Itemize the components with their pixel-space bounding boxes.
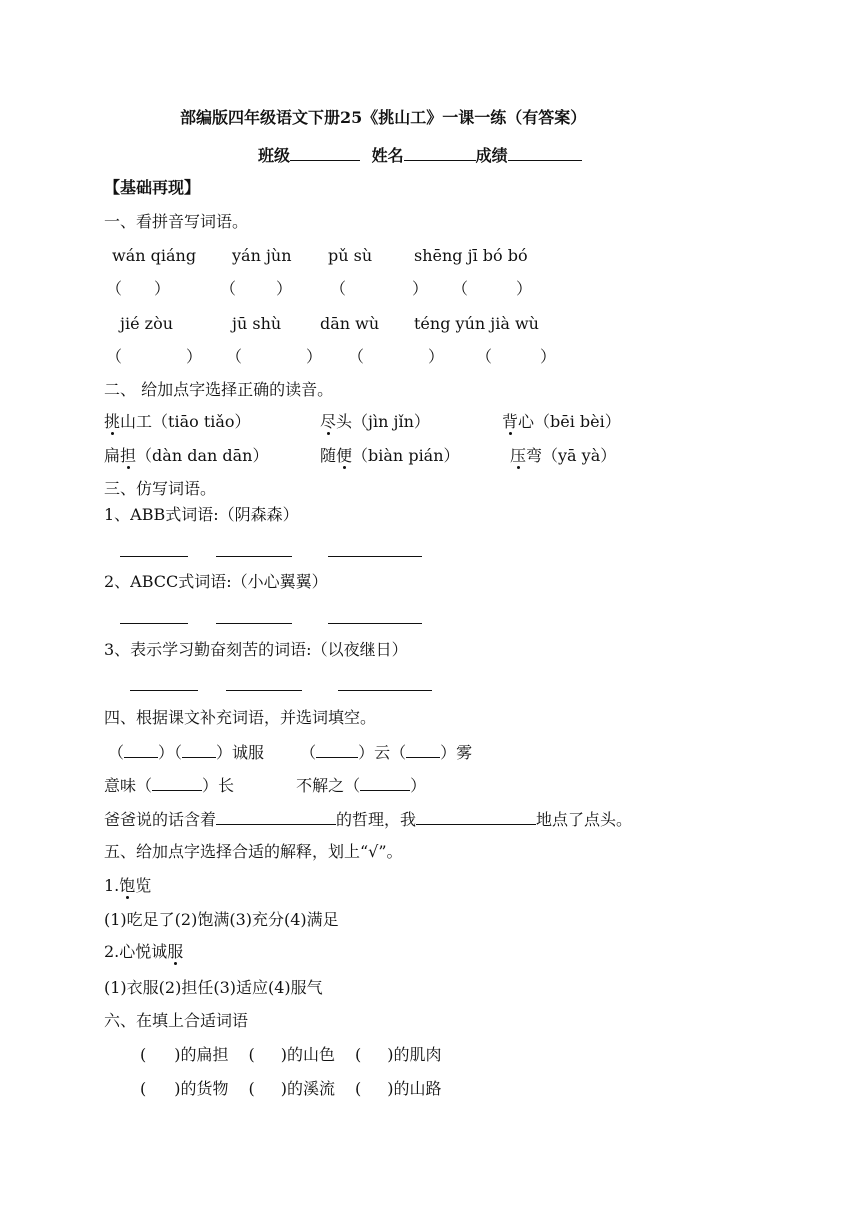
pinyin-7: dān wù [320, 314, 380, 333]
idiom-blank[interactable] [182, 743, 216, 758]
pinyin-8: téng yún jià wù [414, 314, 539, 333]
answer-paren-3[interactable]: （ ） [330, 279, 429, 298]
blank-line[interactable] [328, 623, 422, 624]
info-line [258, 146, 582, 164]
pinyin-3: pǔ sù [328, 246, 373, 265]
answer-paren-4[interactable]: （ ） [452, 279, 533, 298]
blank-line[interactable] [130, 690, 198, 691]
section-basic: 【基础再现】 [104, 178, 201, 197]
pinyin-4: shēng jī bó bó [414, 246, 528, 265]
name-label: 姓名 [371, 146, 404, 165]
blank-line[interactable] [226, 690, 302, 691]
q5-options-2[interactable]: (1)衣服(2)担任(3)适应(4)服气 [104, 978, 323, 997]
blank-line[interactable] [216, 623, 292, 624]
page-title: 部编版四年级语文下册25《挑山工》一课一练（有答案） [180, 108, 587, 127]
pronounce-item-6: 压弯（yā yà） [510, 446, 617, 465]
q6-row-2: ( )的货物 ( )的溪流 ( )的山路 [140, 1079, 442, 1098]
blank-line[interactable] [120, 623, 188, 624]
q3-sub2: 2、ABCC式词语:（小心翼翼） [104, 572, 328, 591]
idiom-blank[interactable] [152, 776, 202, 791]
blank-line[interactable] [328, 556, 422, 557]
pronounce-item-1: 挑山工（tiāo tiǎo） [104, 412, 251, 431]
idiom-blank[interactable] [360, 776, 410, 791]
answer-paren-1[interactable]: （ ） [106, 279, 171, 298]
score-blank[interactable] [508, 146, 582, 161]
class-label: 班级 [258, 146, 291, 165]
answer-paren-5[interactable]: （ ） [106, 347, 203, 366]
q3-heading: 三、仿写词语。 [104, 479, 217, 498]
idiom-blank[interactable] [406, 743, 440, 758]
q6-row-1: ( )的扁担 ( )的山色 ( )的肌肉 [140, 1045, 442, 1064]
blank-line[interactable] [338, 690, 432, 691]
q6-heading: 六、在填上合适词语 [104, 1011, 249, 1030]
pinyin-6: jū shù [232, 314, 282, 333]
q2-heading: 二、 给加点字选择正确的读音。 [104, 380, 334, 399]
idiom-blank[interactable] [124, 743, 158, 758]
fill-blank[interactable] [216, 810, 336, 825]
q5-word-2: 2.心悦诚服 [104, 942, 184, 961]
q1-heading: 一、看拼音写词语。 [104, 212, 249, 231]
answer-paren-7[interactable]: （ ） [348, 347, 445, 366]
pinyin-5: jié zòu [120, 314, 173, 333]
q5-word-1: 1.饱览 [104, 876, 152, 895]
answer-paren-6[interactable]: （ ） [226, 347, 323, 366]
pinyin-2: yán jùn [232, 246, 292, 265]
pronounce-item-4: 扁担（dàn dan dān） [104, 446, 269, 465]
blank-line[interactable] [216, 556, 292, 557]
score-label: 成绩 [475, 146, 508, 165]
blank-line[interactable] [120, 556, 188, 557]
idiom-line-1: （ ）（ ）诚服 （ ）云（ ）雾 [108, 743, 473, 762]
pinyin-1: wán qiáng [112, 246, 197, 265]
q5-heading: 五、给加点字选择合适的解释，划上“√”。 [104, 842, 403, 861]
pronounce-item-2: 尽头（jìn jǐn） [320, 412, 430, 431]
q5-options-1[interactable]: (1)吃足了(2)饱满(3)充分(4)满足 [104, 910, 339, 929]
pronounce-item-3: 背心（bēi bèi） [502, 412, 621, 431]
class-blank[interactable] [290, 146, 360, 161]
name-blank[interactable] [404, 146, 476, 161]
idiom-line-2: 意味（ ）长 不解之（ ） [104, 776, 427, 795]
answer-paren-2[interactable]: （ ） [220, 279, 293, 298]
fill-blank[interactable] [416, 810, 536, 825]
q4-heading: 四、根据课文补充词语，并选词填空。 [104, 708, 377, 727]
q3-sub1: 1、ABB式词语:（阴森森） [104, 505, 299, 524]
idiom-blank[interactable] [316, 743, 358, 758]
pronounce-item-5: 随便（biàn pián） [320, 446, 460, 465]
answer-paren-8[interactable]: （ ） [476, 347, 557, 366]
idiom-line-3: 爸爸说的话含着 的哲理，我 地点了点头。 [104, 810, 633, 829]
q3-sub3: 3、表示学习勤奋刻苦的词语:（以夜继日） [104, 640, 408, 659]
